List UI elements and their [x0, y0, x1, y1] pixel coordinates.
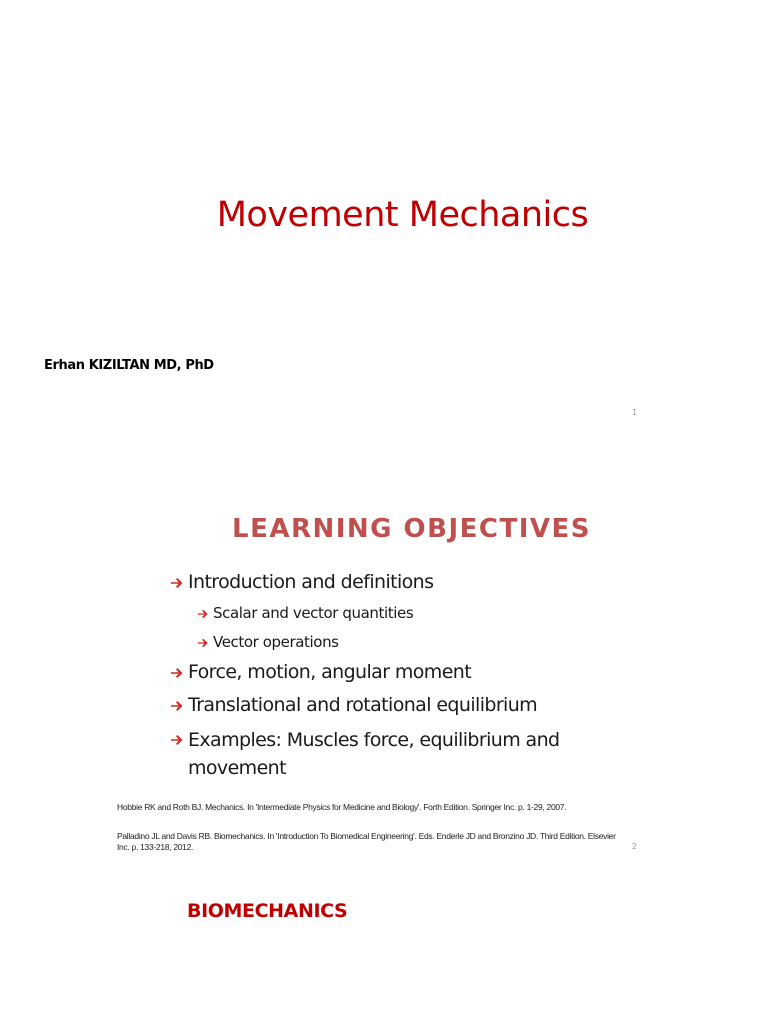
sub-bullet-text: Vector operations [213, 633, 339, 651]
bullet-text: Force, motion, angular moment [188, 661, 472, 683]
right-arrow-icon [170, 699, 184, 713]
right-arrow-icon [170, 576, 184, 590]
reference-2: Palladino JL and Davis RB. Biomechanics. In 'Introduction To Biomedical Engineering'. Eds. Enderle JD and Bronzino JD. Third Edition. Elsevier Inc. p. 133-218, 2012. [117, 831, 616, 852]
right-arrow-icon [197, 608, 209, 620]
sub-bullet-item [197, 633, 339, 651]
bullet-text: Examples: Muscles force, equilibrium and movement [188, 729, 560, 779]
bullet-item [170, 694, 537, 716]
bullet-text: Introduction and definitions [188, 571, 434, 593]
sub-bullet-text: Scalar and vector quantities [213, 604, 414, 622]
slide2-title: LEARNING OBJECTIVES [232, 514, 592, 544]
reference-1: Hobbie RK and Roth BJ. Mechanics. In 'Intermediate Physics for Medicine and Biology'. Forth Edition. Springer Inc. p. 1-29, 2007. [117, 802, 567, 812]
bullet-item [170, 726, 590, 782]
slide2-page-number: 2 [632, 842, 638, 851]
right-arrow-icon [170, 733, 184, 747]
slide3-title: BIOMECHANICS [187, 900, 348, 922]
right-arrow-icon [197, 637, 209, 649]
slide1-page-number: 1 [632, 408, 638, 417]
bullet-text: Translational and rotational equilibrium [188, 694, 538, 716]
bullet-item [170, 661, 471, 683]
bullet-item [170, 571, 433, 593]
slide1-title: Movement Mechanics [216, 195, 589, 235]
slide1-author: Erhan KIZILTAN MD, PhD [44, 358, 214, 373]
sub-bullet-item [197, 604, 413, 622]
right-arrow-icon [170, 666, 184, 680]
